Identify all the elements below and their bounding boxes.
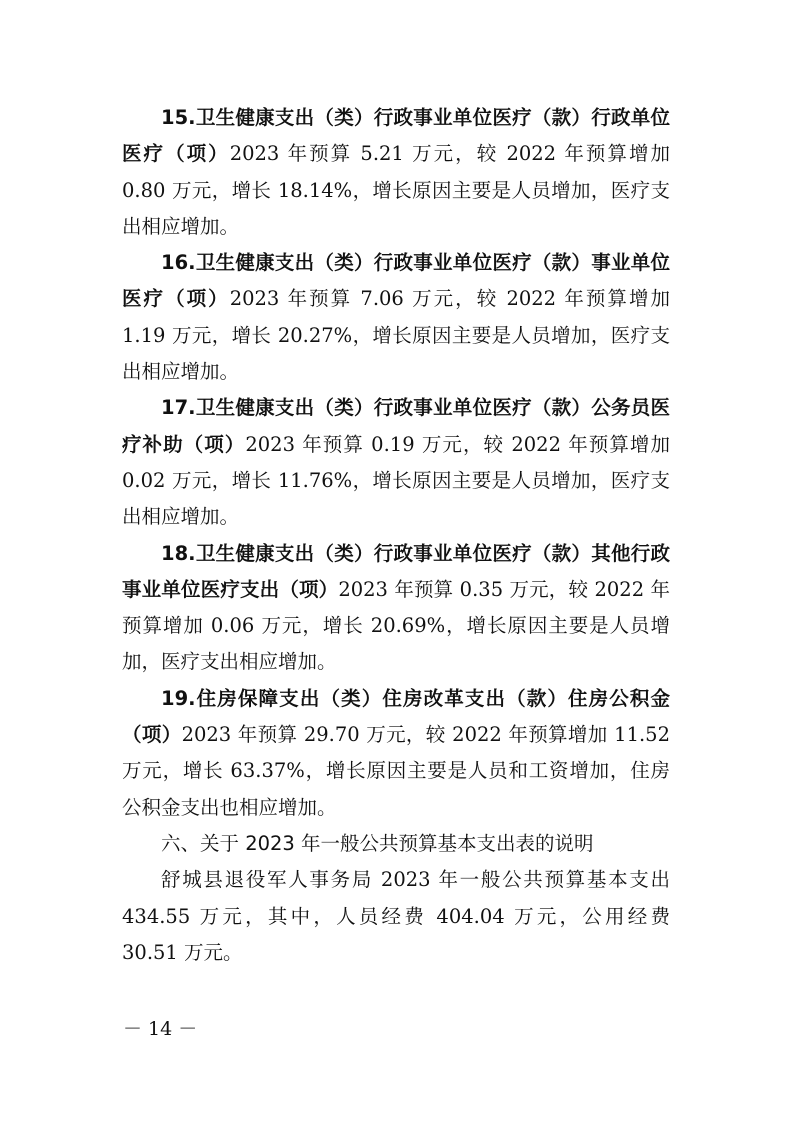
paragraph-item-17 [122,390,670,535]
paragraph-item-15 [122,100,670,245]
paragraph-item-18 [122,536,670,681]
paragraph-heading: 15.卫生健康支出（类）行政事业单位医疗（款）行政单位医疗（项） [122,106,670,166]
paragraph-body: 2023 年预算 7.06 万元，较 2022 年预算增加 1.19 万元，增长 20.27%，增长原因主要是人员增加，医疗支出相应增加。 [122,287,670,384]
page-number: － 14 － [123,1018,198,1040]
paragraph-heading: 19.住房保障支出（类）住房改革支出（款）住房公积金（项） [122,686,670,747]
paragraph-item-19 [122,681,670,826]
summary-paragraph: 舒城县退役军人事务局 2023 年一般公共预算基本支出 434.55 万元，其中，人员经费 404.04 万元，公用经费 30.51 万元。 [122,868,670,964]
paragraph-body: 2023 年预算 29.70 万元，较 2022 年预算增加 11.52 万元，增长 63.37%，增长原因主要是人员和工资增加，住房公积金支出也相应增加。 [122,723,670,819]
paragraph-body: 2023 年预算 0.19 万元，较 2022 年预算增加 0.02 万元，增长 11.76%，增长原因主要是人员增加，医疗支出相应增加。 [122,432,670,529]
paragraph-heading: 16.卫生健康支出（类）行政事业单位医疗（款）事业单位医疗（项） [122,251,670,311]
section-heading: 六、关于 2023 年一般公共预算基本支出表的说明 [161,831,594,855]
paragraph-body: 2023 年预算 5.21 万元，较 2022 年预算增加 0.80 万元，增长 18.14%，增长原因主要是人员增加，医疗支出相应增加。 [122,142,670,238]
paragraph-heading: 18.卫生健康支出（类）行政事业单位医疗（款）其他行政事业单位医疗支出（项） [122,541,670,601]
paragraph-body: 2023 年预算 0.35 万元，较 2022 年预算增加 0.06 万元，增长 20.69%，增长原因主要是人员增加，医疗支出相应增加。 [122,577,670,674]
paragraph-heading: 17.卫生健康支出（类）行政事业单位医疗（款）公务员医疗补助（项） [122,396,670,456]
paragraph-item-16 [122,245,670,390]
document-body [122,100,670,971]
